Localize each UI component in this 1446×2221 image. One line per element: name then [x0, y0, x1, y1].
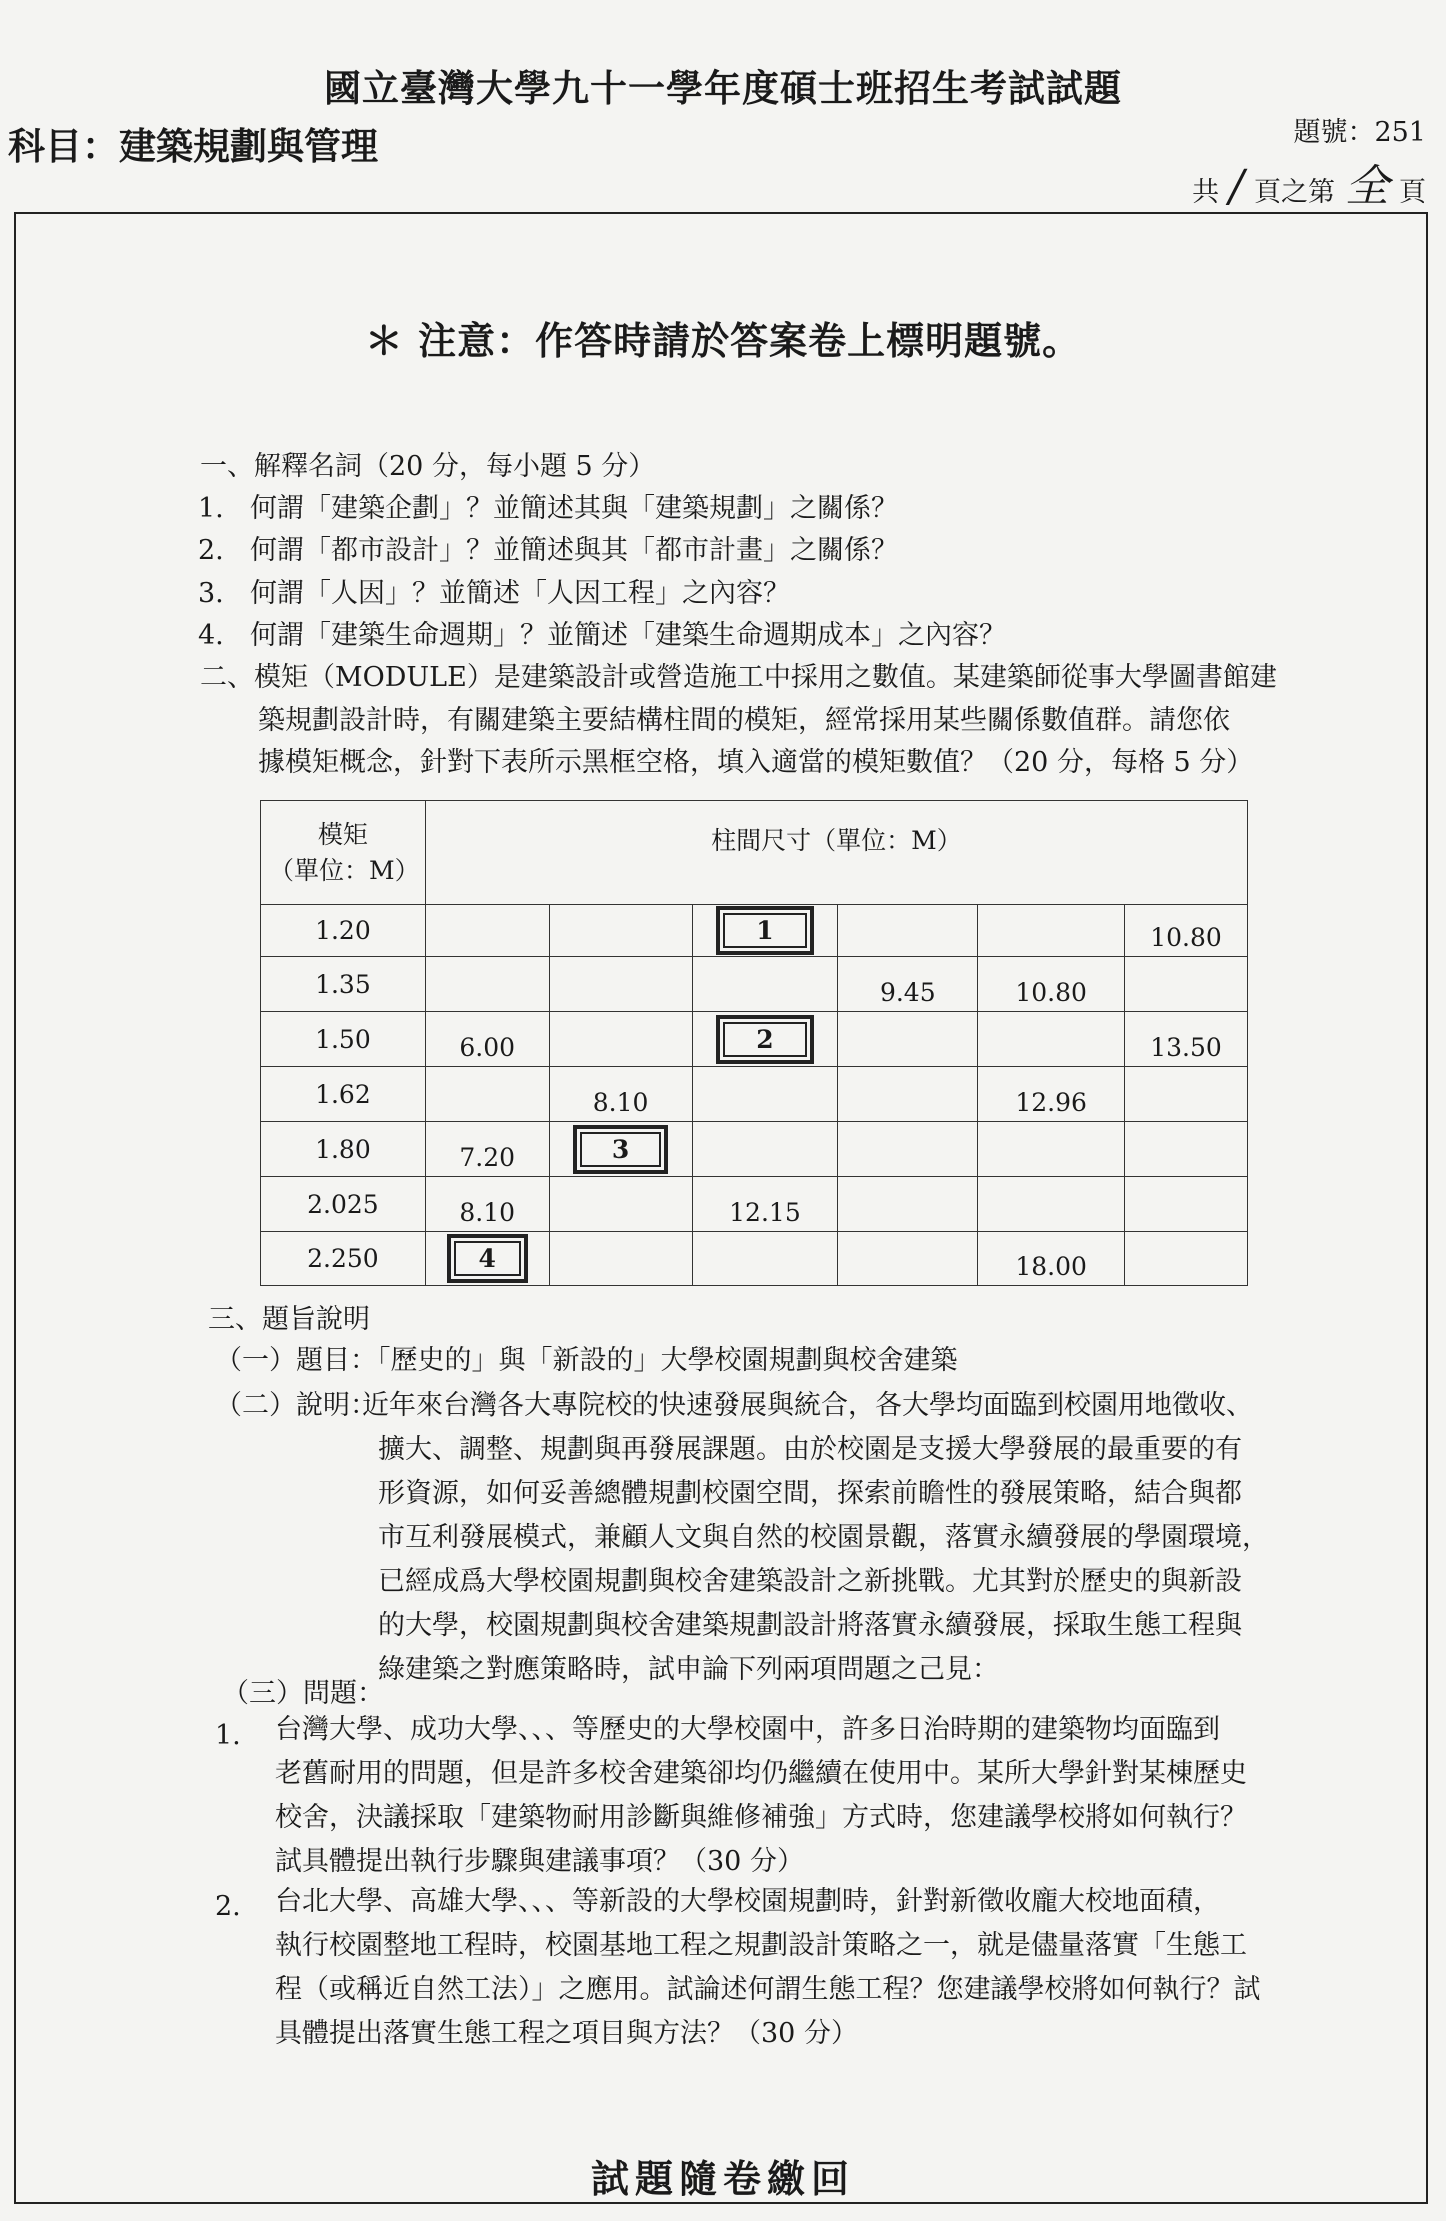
question-number: 2.	[215, 1891, 241, 1922]
section1-item-text: 何謂「都市設計」？並簡述與其「都市計畫」之關係？	[250, 535, 898, 566]
section1-item-number: 1.	[198, 493, 224, 524]
blank-answer-box: 4	[447, 1234, 528, 1283]
span-cell: 13.50	[1125, 1012, 1248, 1067]
span-cell	[1125, 1177, 1248, 1232]
question-line: 校舍，決議採取「建築物耐用診斷與維修補強」方式時，您建議學校將如何執行？	[275, 1802, 1247, 1833]
module-value: 2.025	[261, 1177, 426, 1232]
blank-answer-cell	[549, 1122, 692, 1177]
span-cell	[838, 1067, 978, 1122]
span-cell	[549, 1012, 692, 1067]
section1-item-text: 何謂「建築企劃」？並簡述其與「建築規劃」之關係？	[250, 493, 898, 524]
span-cell	[978, 1012, 1125, 1067]
question-1-block	[275, 1708, 1275, 1884]
span-cell	[978, 1122, 1125, 1177]
span-cell	[978, 1177, 1125, 1232]
span-cell	[978, 905, 1125, 957]
section3-desc-line: 形資源，如何妥善總體規劃校園空間，探索前瞻性的發展策略，結合與都	[378, 1478, 1242, 1509]
span-cell	[1125, 1067, 1248, 1122]
module-header	[261, 801, 426, 905]
blank-answer-cell	[692, 905, 838, 957]
span-cell: 12.15	[692, 1177, 838, 1232]
span-cell: 18.00	[978, 1232, 1125, 1286]
span-cell: 10.80	[978, 957, 1125, 1012]
module-value: 1.80	[261, 1122, 426, 1177]
span-cell: 9.45	[838, 957, 978, 1012]
question-line: 執行校園整地工程時，校園基地工程之規劃設計策略之一，就是儘量落實「生態工	[275, 1930, 1247, 1961]
span-cell	[692, 1122, 838, 1177]
section1-item-text: 何謂「建築生命週期」？並簡述「建築生命週期成本」之內容？	[250, 620, 1006, 651]
question-2-block	[275, 1880, 1275, 2056]
section1-item-number: 4.	[198, 620, 224, 651]
pages-suffix: 頁	[1399, 177, 1426, 208]
pages-total: /	[1229, 161, 1244, 212]
section3-desc-line: 近年來台灣各大專院校的快速發展與統合，各大學均面臨到校園用地徵收、	[362, 1390, 1253, 1421]
span-cell	[1125, 1232, 1248, 1286]
section1-heading: 一、解釋名詞（20 分，每小題 5 分）	[200, 451, 656, 482]
section1-item-text: 何謂「人因」？並簡述「人因工程」之內容？	[250, 578, 790, 609]
page-count	[1192, 150, 1426, 214]
module-value: 1.50	[261, 1012, 426, 1067]
subject-label: 科目：建築規劃與管理	[8, 124, 378, 168]
span-cell	[838, 905, 978, 957]
span-cell	[549, 957, 692, 1012]
span-cell: 8.10	[549, 1067, 692, 1122]
section3-topic: （一）題目：「歷史的」與「新設的」大學校園規劃與校舍建築	[215, 1345, 958, 1376]
span-cell	[549, 905, 692, 957]
module-header-title: 模矩	[317, 819, 368, 849]
span-cell: 12.96	[978, 1067, 1125, 1122]
section3-questions-label: （三）問題：	[222, 1678, 384, 1709]
pages-prefix: 共	[1192, 177, 1220, 208]
span-cell	[838, 1122, 978, 1177]
question-number: 題號：251	[1293, 117, 1426, 148]
module-header-unit: （單位：M）	[269, 855, 420, 885]
blank-answer-box: 2	[716, 1015, 814, 1064]
span-cell	[692, 957, 838, 1012]
question-line: 台灣大學、成功大學、、、等歷史的大學校園中，許多日治時期的建築物均面臨到	[275, 1714, 1220, 1745]
blank-answer-box: 3	[573, 1125, 669, 1174]
span-header: 柱間尺寸（單位：M）	[425, 801, 1247, 905]
pages-middle: 頁之第	[1254, 177, 1335, 208]
section2-line: 築規劃設計時，有關建築主要結構柱間的模矩，經常採用某些關係數值群。請您依	[258, 705, 1230, 736]
section1-item-number: 2.	[198, 535, 224, 566]
section2-line: 二、模矩（MODULE）是建築設計或營造施工中採用之數值。某建築師從事大學圖書館建	[200, 662, 1277, 693]
span-cell	[838, 1232, 978, 1286]
section3-desc-line: 擴大、調整、規劃與再發展課題。由於校園是支援大學發展的最重要的有	[378, 1434, 1242, 1465]
section2-line: 據模矩概念，針對下表所示黑框空格，填入適當的模矩數值？（20 分，每格 5 分）	[258, 747, 1254, 778]
span-cell: 10.80	[1125, 905, 1248, 957]
module-value: 1.35	[261, 957, 426, 1012]
span-cell	[838, 1012, 978, 1067]
span-cell	[425, 905, 549, 957]
section3-desc-line: 已經成爲大學校園規劃與校舍建築設計之新挑戰。尤其對於歷史的與新設	[378, 1566, 1242, 1597]
exam-title: 國立臺灣大學九十一學年度碩士班招生考試試題	[324, 66, 1122, 110]
blank-answer-cell	[692, 1012, 838, 1067]
answer-notice: ＊ 注意：作答時請於答案卷上標明題號。	[364, 318, 1082, 363]
span-cell: 8.10	[425, 1177, 549, 1232]
blank-answer-cell	[425, 1232, 549, 1286]
pages-current: 全	[1345, 161, 1389, 212]
section3-desc-block	[378, 1428, 1278, 1692]
return-with-paper-note: 試題隨卷繳回	[590, 2156, 855, 2201]
span-cell	[1125, 957, 1248, 1012]
span-cell	[1125, 1122, 1248, 1177]
section3-desc-line: 的大學，校園規劃與校舍建築規劃設計將落實永續發展，採取生態工程與	[378, 1610, 1242, 1641]
module-table	[260, 800, 1248, 1286]
module-value: 2.250	[261, 1232, 426, 1286]
section3-desc-label: （二）說明：	[215, 1390, 377, 1421]
question-line: 老舊耐用的問題，但是許多校舍建築卻均仍繼續在使用中。某所大學針對某棟歷史	[275, 1758, 1247, 1789]
section3-desc-line: 市互利發展模式，兼顧人文與自然的校園景觀，落實永續發展的學園環境，	[378, 1522, 1269, 1553]
span-cell	[425, 1067, 549, 1122]
span-cell	[549, 1232, 692, 1286]
question-line: 試具體提出執行步驟與建議事項？（30 分）	[275, 1846, 804, 1877]
module-value: 1.62	[261, 1067, 426, 1122]
span-cell	[838, 1177, 978, 1232]
span-cell	[425, 957, 549, 1012]
span-cell	[549, 1177, 692, 1232]
span-cell: 6.00	[425, 1012, 549, 1067]
question-line: 台北大學、高雄大學、、、等新設的大學校園規劃時，針對新徵收龐大校地面積，	[275, 1886, 1220, 1917]
section3-heading: 三、題旨說明	[208, 1304, 370, 1335]
span-cell	[692, 1067, 838, 1122]
section3-desc-line: 綠建築之對應策略時，試申論下列兩項問題之己見：	[378, 1654, 999, 1685]
question-line: 具體提出落實生態工程之項目與方法？（30 分）	[275, 2018, 858, 2049]
span-cell: 7.20	[425, 1122, 549, 1177]
question-line: 程（或稱近自然工法）」之應用。試論述何謂生態工程？您建議學校將如何執行？試	[275, 1974, 1261, 2005]
span-cell	[692, 1232, 838, 1286]
module-value: 1.20	[261, 905, 426, 957]
section1-item-number: 3.	[198, 578, 224, 609]
question-number: 1.	[215, 1720, 241, 1751]
blank-answer-box: 1	[716, 906, 814, 955]
